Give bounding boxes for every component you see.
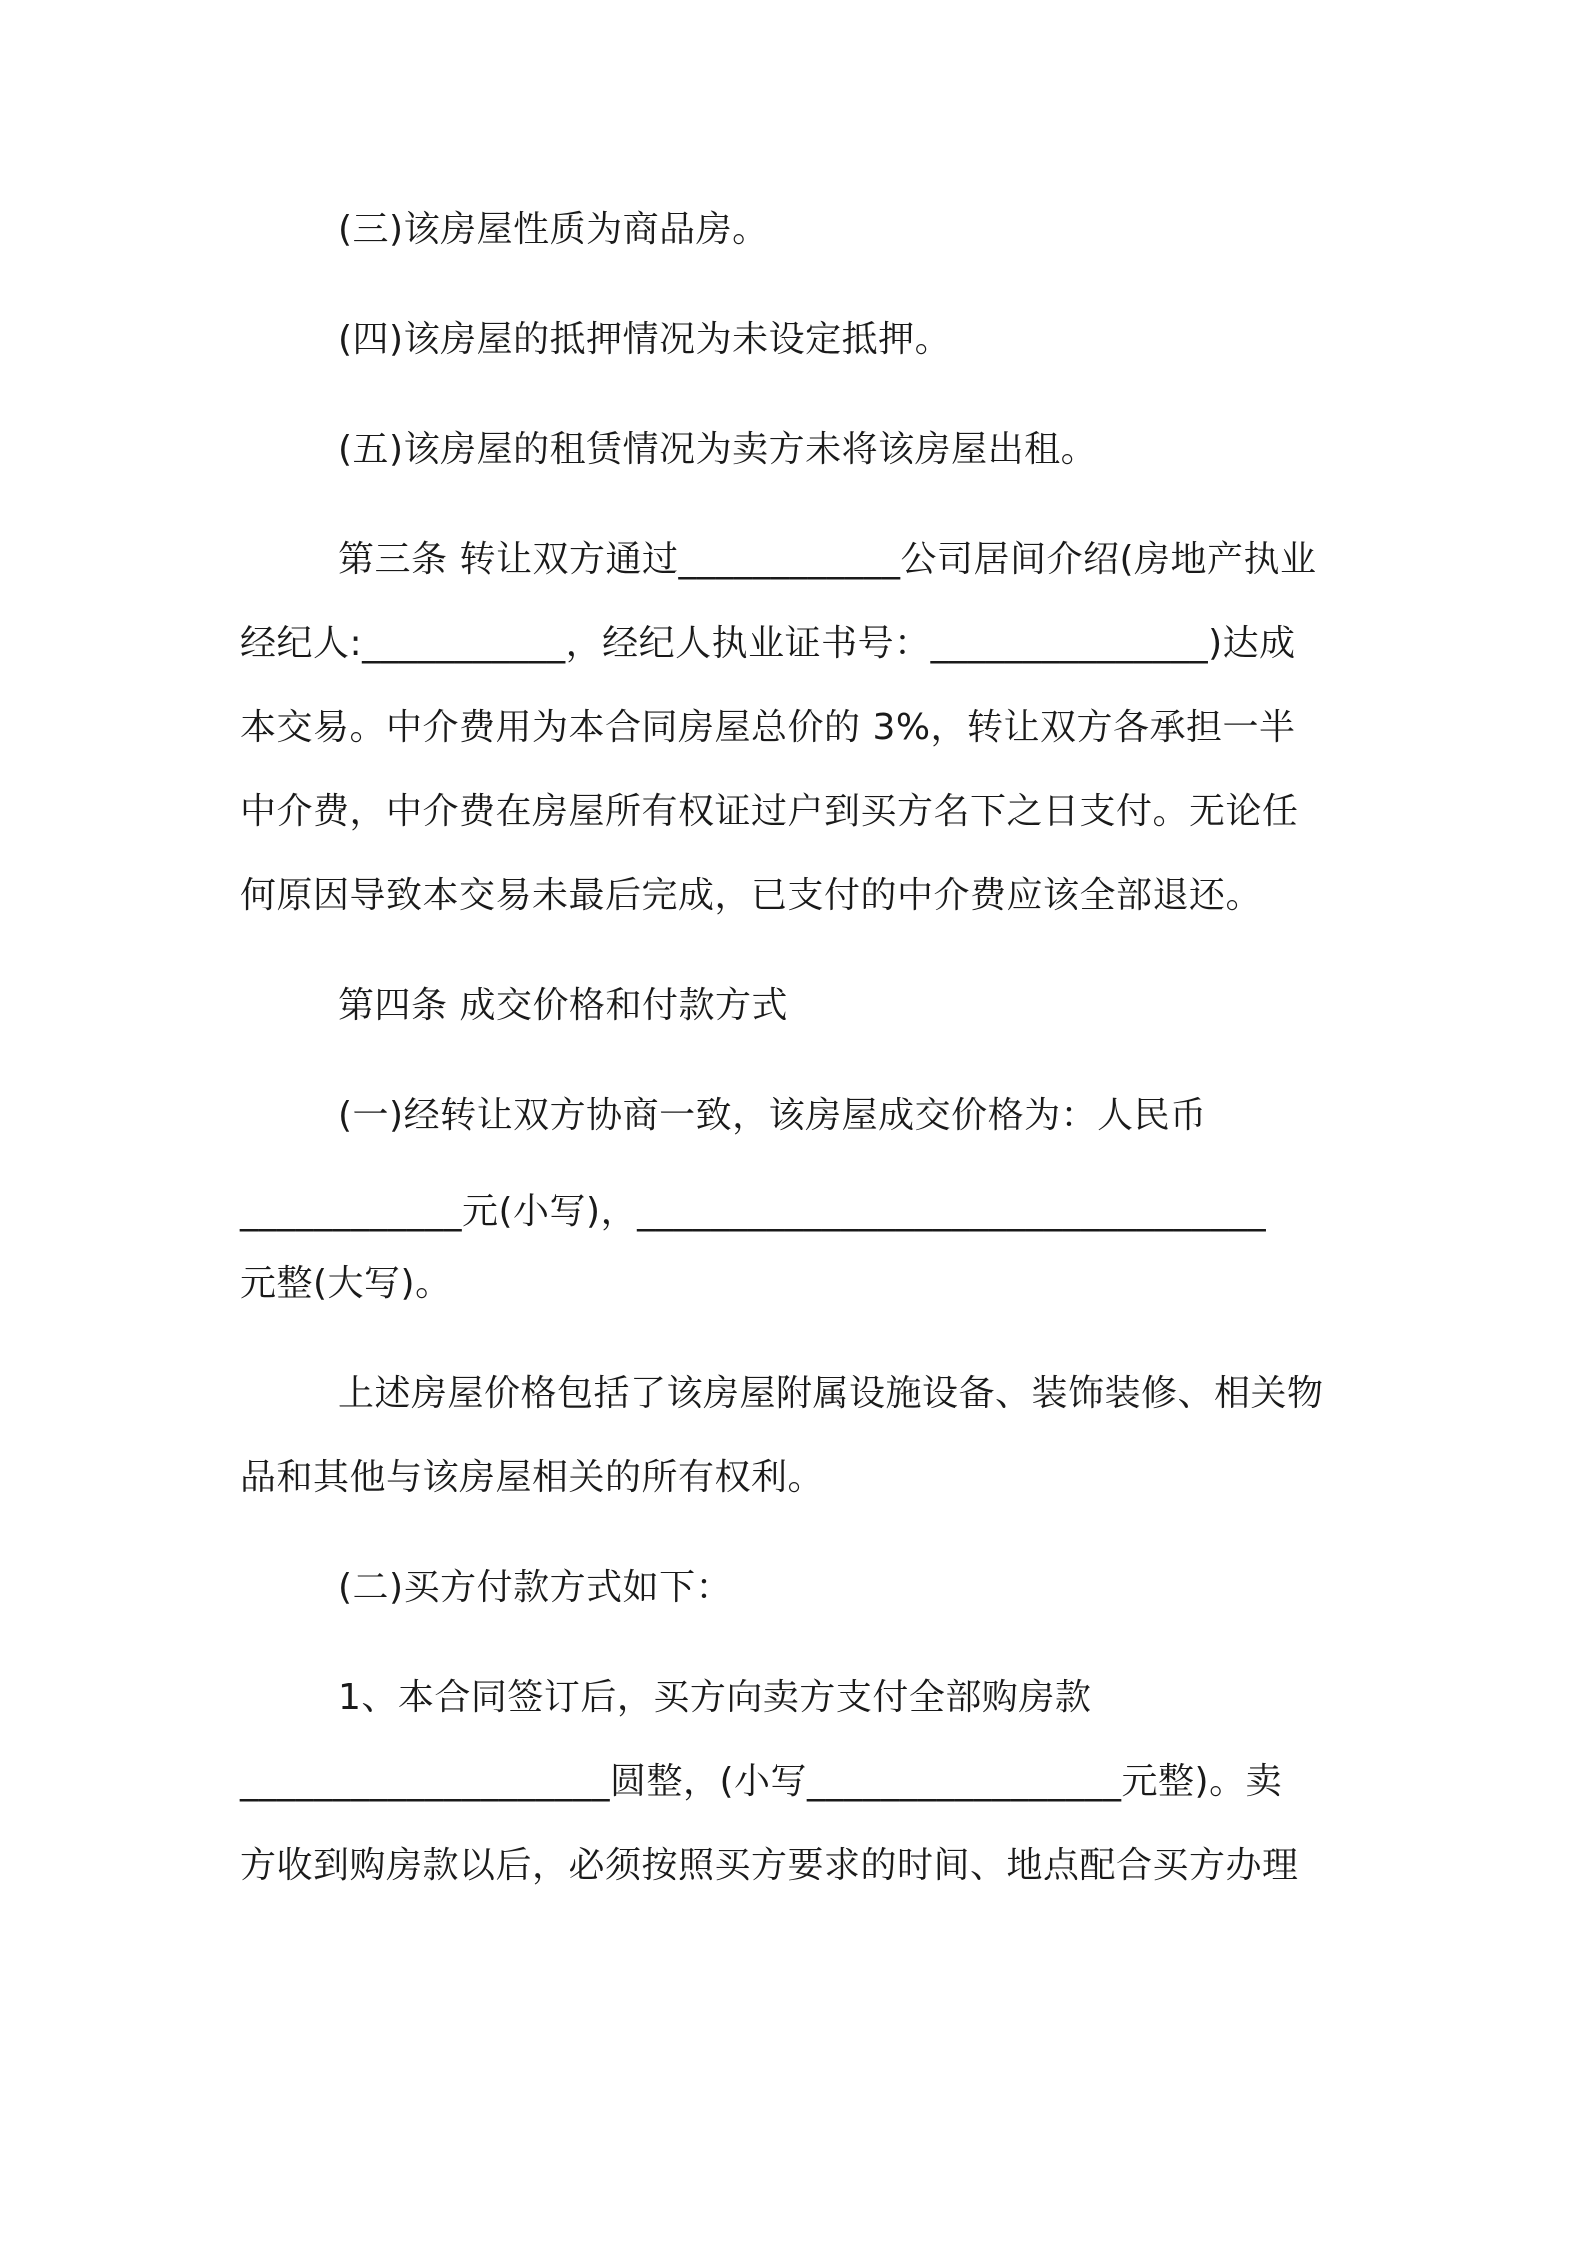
article-3-line-5: 何原因导致本交易未最后完成，已支付的中介费应该全部退还。 — [240, 875, 1263, 916]
price-scope-line-2: 品和其他与该房屋相关的所有权利。 — [240, 1457, 825, 1498]
clause-4-1-line-2: ____________元(小写)，__________________________________ — [240, 1191, 1267, 1232]
clause-2-4-mortgage-status: (四)该房屋的抵押情况为未设定抵押。 — [338, 319, 952, 360]
article-4-heading: 第四条 成交价格和付款方式 — [338, 985, 788, 1026]
payment-item-1-line-1: 1、本合同签订后，买方向卖方支付全部购房款 — [338, 1677, 1092, 1718]
clause-4-1-line-1: (一)经转让双方协商一致，该房屋成交价格为：人民币 — [338, 1095, 1207, 1136]
clause-2-5-lease-status: (五)该房屋的租赁情况为卖方未将该房屋出租。 — [338, 429, 1098, 470]
clause-4-2-heading: (二)买方付款方式如下： — [338, 1567, 733, 1608]
payment-item-1-line-2: ____________________圆整，(小写_________________元整)。卖 — [240, 1761, 1283, 1802]
payment-item-1-line-3: 方收到购房款以后，必须按照买方要求的时间、地点配合买方办理 — [240, 1845, 1299, 1886]
article-3-line-1: 第三条 转让双方通过____________公司居间介绍(房地产执业 — [338, 539, 1317, 580]
article-3-line-4: 中介费，中介费在房屋所有权证过户到买方名下之日支付。无论任 — [240, 791, 1299, 832]
clause-4-1-line-3: 元整(大写)。 — [240, 1263, 452, 1304]
article-3-line-3: 本交易。中介费用为本合同房屋总价的 3%，转让双方各承担一半 — [240, 707, 1296, 748]
article-3-line-2: 经纪人:___________，经纪人执业证书号：_______________)达成 — [240, 623, 1296, 664]
price-scope-line-1: 上述房屋价格包括了该房屋附属设施设备、装饰装修、相关物 — [338, 1373, 1324, 1414]
clause-2-3-property-nature: (三)该房屋性质为商品房。 — [338, 209, 769, 250]
